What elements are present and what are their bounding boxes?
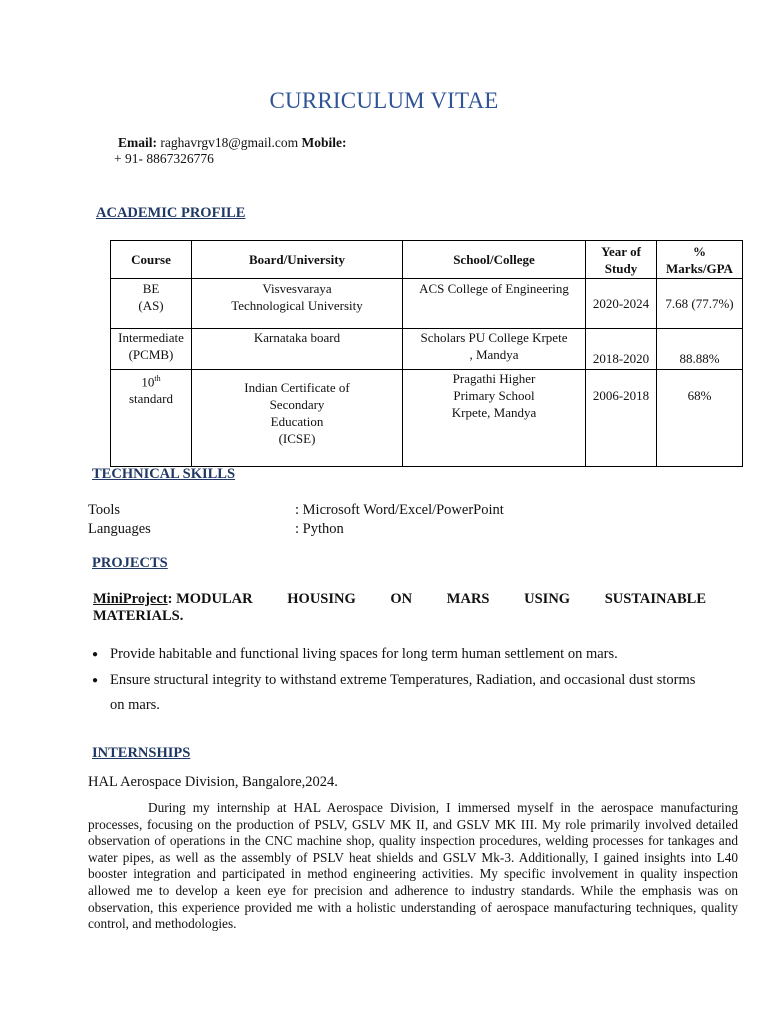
project-word: ON xyxy=(390,591,413,607)
academic-table xyxy=(110,240,743,467)
course-sup: th xyxy=(154,374,161,383)
header-marks-l2: Marks/GPA xyxy=(666,260,733,276)
cell-course xyxy=(111,279,192,329)
cell-marks: 88.88% xyxy=(657,329,743,370)
languages-value: : Python xyxy=(295,521,344,537)
project-colon: : xyxy=(167,591,173,607)
school-l2: , Mandya xyxy=(469,347,519,362)
board-l2: Secondary xyxy=(269,397,325,412)
board-l1: Visvesvaraya xyxy=(262,281,332,296)
cell-board xyxy=(192,370,403,467)
tools-label: Tools xyxy=(88,502,121,518)
header-board: Board/University xyxy=(192,241,403,279)
project-label: MiniProject xyxy=(93,591,168,607)
contact-line xyxy=(118,135,347,151)
header-marks-l1: % xyxy=(693,243,706,259)
course-l1: BE xyxy=(142,281,160,296)
course-l2: standard xyxy=(128,391,174,407)
email-label: Email: xyxy=(118,135,157,150)
cell-board: Karnataka board xyxy=(192,329,403,370)
internship-description: During my internship at HAL Aerospace Division, I immersed myself in the aerospace manufacturing processes, focusing on the production of PSLV, GSLV MK II, and GSLV MK III. My role primarily involved detailed observation of operations in the CNC machine shop, quality inspection procedures, welding processes for tankages and water pipes, as well as the assembly of PSLV heat shields and GSLV Mk-3. Additionally, I gained insights into L40 booster integration and participated in method engineering activities. My specific involvement in quality inspection allowed me to develop a keen eye for precision and adherence to industry standards. While the emphasis was on observation, this experience provided me with a holistic understanding of aerospace manufacturing techniques, quality control, and methodologies. xyxy=(88,800,738,932)
project-title-line1 xyxy=(93,591,706,608)
school-l1: Scholars PU College Krpete xyxy=(420,330,568,345)
mobile-label: Mobile: xyxy=(301,135,347,150)
phone-value: + 91- 8867326776 xyxy=(114,151,214,166)
cell-marks: 68% xyxy=(657,370,743,467)
cell-board xyxy=(192,279,403,329)
section-heading-internships: INTERNSHIPS xyxy=(92,745,191,761)
project-word: SUSTAINABLE xyxy=(604,591,706,607)
section-heading-technical: TECHNICAL SKILLS xyxy=(92,466,236,482)
course-l1: Intermediate xyxy=(118,330,184,345)
cell-school xyxy=(403,329,586,370)
course-l1: 10 xyxy=(141,374,155,390)
school-l1: Pragathi Higher xyxy=(452,371,536,386)
project-label-group xyxy=(93,591,253,608)
header-year-l2: Study xyxy=(604,260,638,276)
table-header-row xyxy=(111,241,743,279)
school-l1: ACS College of Engineering xyxy=(419,281,569,296)
cell-school xyxy=(403,279,586,329)
board-l2: Technological University xyxy=(231,298,363,313)
cell-marks: 7.68 (77.7%) xyxy=(657,279,743,329)
school-l2: Primary School xyxy=(453,388,535,403)
cell-course xyxy=(111,329,192,370)
tools-value: : Microsoft Word/Excel/PowerPoint xyxy=(295,502,504,518)
internship-place: HAL Aerospace Division, Bangalore,2024. xyxy=(88,774,338,790)
cell-year: 2020-2024 xyxy=(586,279,657,329)
section-heading-projects: PROJECTS xyxy=(92,555,168,571)
section-heading-academic: ACADEMIC PROFILE xyxy=(96,205,246,221)
course-l2: (AS) xyxy=(138,298,164,313)
course-l2: (PCMB) xyxy=(128,347,174,362)
cell-year: 2018-2020 xyxy=(586,329,657,370)
header-marks xyxy=(657,241,743,279)
table-row xyxy=(111,370,743,467)
header-year xyxy=(586,241,657,279)
cell-school xyxy=(403,370,586,467)
board-l4: (ICSE) xyxy=(278,431,316,446)
header-course: Course xyxy=(111,241,192,279)
table-row xyxy=(111,329,743,370)
school-l3: Krpete, Mandya xyxy=(451,405,537,420)
email-value: raghavrgv18@gmail.com xyxy=(160,135,299,150)
board-l3: Education xyxy=(270,414,324,429)
cell-course xyxy=(111,370,192,467)
list-item: ● Provide habitable and functional living spaces for long term human settlement on mars. xyxy=(92,642,712,667)
project-bullet-list xyxy=(92,642,712,719)
project-word: HOUSING xyxy=(287,591,356,607)
project-word: MARS xyxy=(446,591,490,607)
header-school: School/College xyxy=(403,241,586,279)
page-title: CURRICULUM VITAE xyxy=(269,88,499,113)
list-item: ● Ensure structural integrity to withstand extreme Temperatures, Radiation, and occasional dust storms on mars. xyxy=(92,668,712,718)
languages-label: Languages xyxy=(88,521,151,537)
project-title-line2: MATERIALS. xyxy=(93,608,184,624)
project-word: USING xyxy=(524,591,571,607)
board-l1: Indian Certificate of xyxy=(244,380,350,395)
table-row xyxy=(111,279,743,329)
header-year-l1: Year of xyxy=(601,243,641,259)
project-word: MODULAR xyxy=(176,591,253,607)
project-title xyxy=(93,591,706,625)
cell-year: 2006-2018 xyxy=(586,370,657,467)
